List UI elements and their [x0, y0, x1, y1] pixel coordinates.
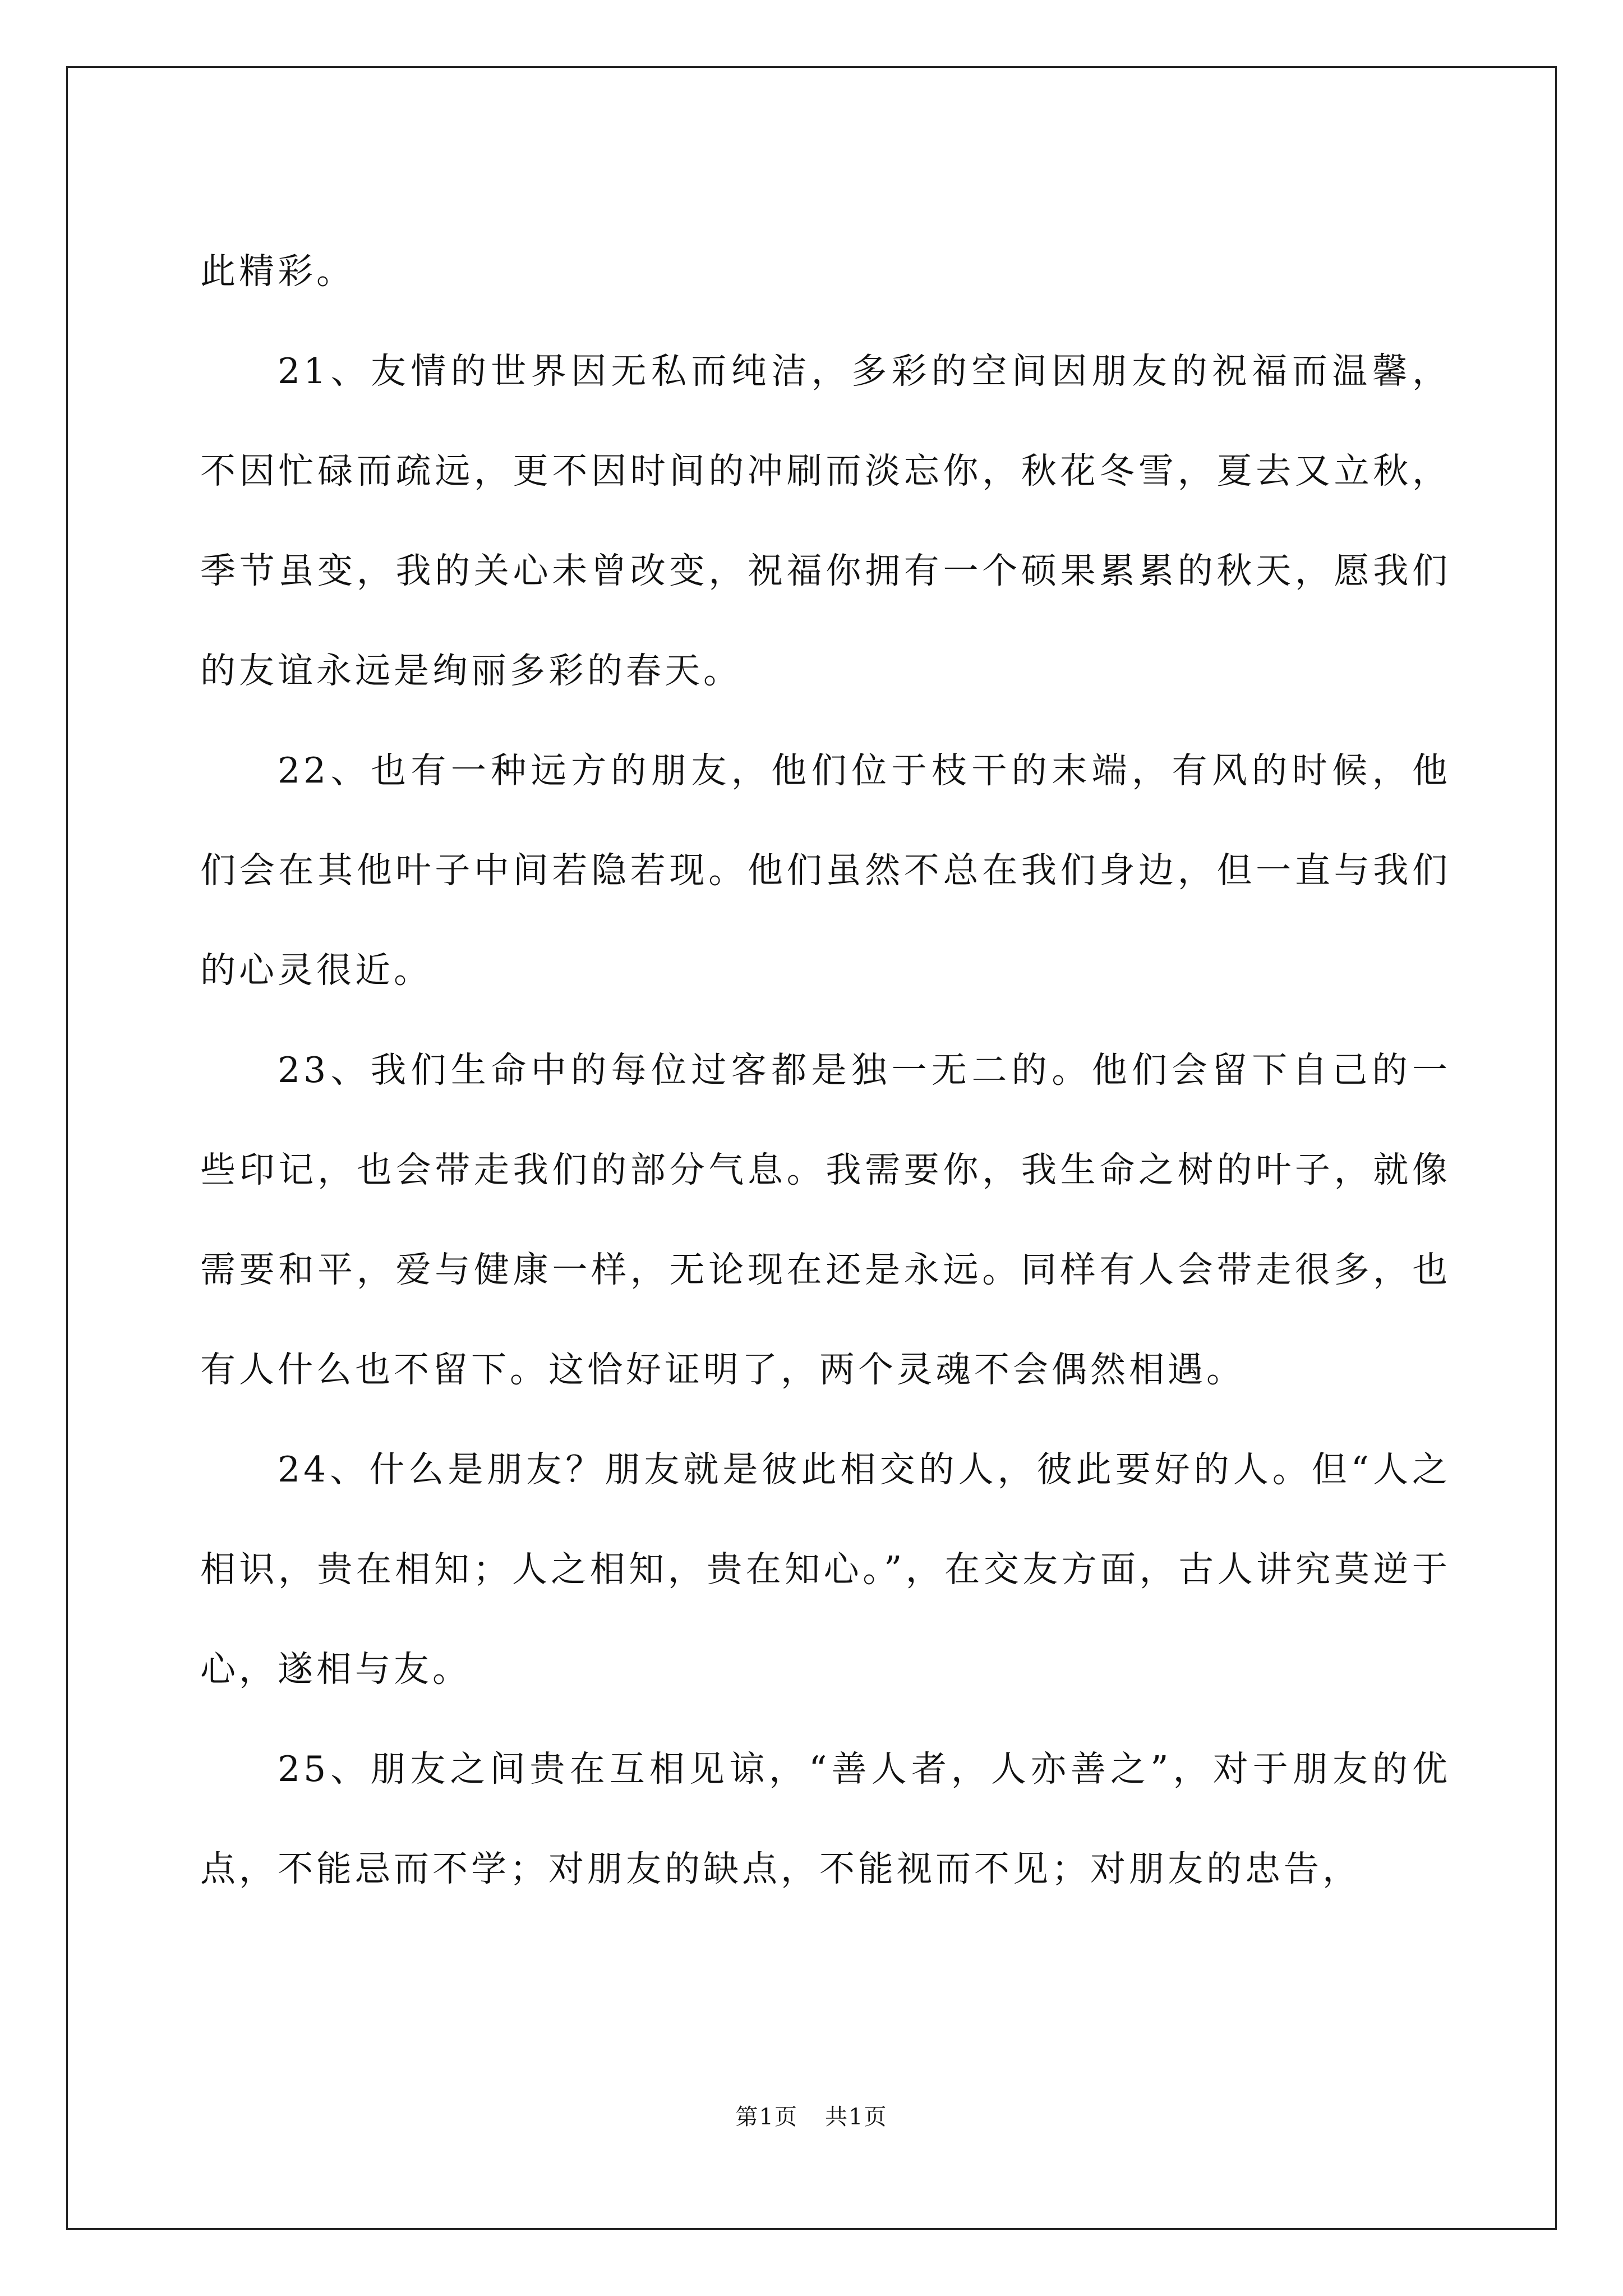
paragraph-22: 22、也有一种远方的朋友，他们位于枝干的末端，有风的时候，他们会在其他叶子中间若隐若现。他们虽然不总在我们身边，但一直与我们的心灵很近。	[200, 750, 1451, 991]
page-number-total: 共1页	[825, 2104, 888, 2130]
page-footer	[0, 2099, 1623, 2131]
paragraph-21: 21、友情的世界因无私而纯洁，多彩的空间因朋友的祝福而温馨，不因忙碌而疏远，更不因时间的冲刷而淡忘你，秋花冬雪，夏去又立秋，季节虽变，我的关心未曾改变，祝福你拥有一个硕果累累的秋天，愿我们的友谊永远是绚丽多彩的春天。	[200, 351, 1451, 691]
paragraph-23: 23、我们生命中的每位过客都是独一无二的。他们会留下自己的一些印记，也会带走我们的部分气息。我需要你，我生命之树的叶子，就像需要和平，爱与健康一样，无论现在还是永远。同样有人会带走很多，也有人什么也不留下。这恰好证明了，两个灵魂不会偶然相遇。	[200, 1050, 1451, 1390]
page-number-current: 第1页	[735, 2104, 798, 2130]
document-body	[200, 222, 1451, 1919]
paragraph-25: 25、朋友之间贵在互相见谅，“善人者，人亦善之”，对于朋友的优点，不能忌而不学；对朋友的缺点，不能视而不见；对朋友的忠告，	[200, 1749, 1451, 1889]
paragraph-24: 24、什么是朋友？朋友就是彼此相交的人，彼此要好的人。但“人之相识，贵在相知；人之相知，贵在知心。”，在交友方面，古人讲究莫逆于心，遂相与友。	[200, 1449, 1451, 1690]
paragraph-continuation: 此精彩。	[200, 251, 355, 292]
